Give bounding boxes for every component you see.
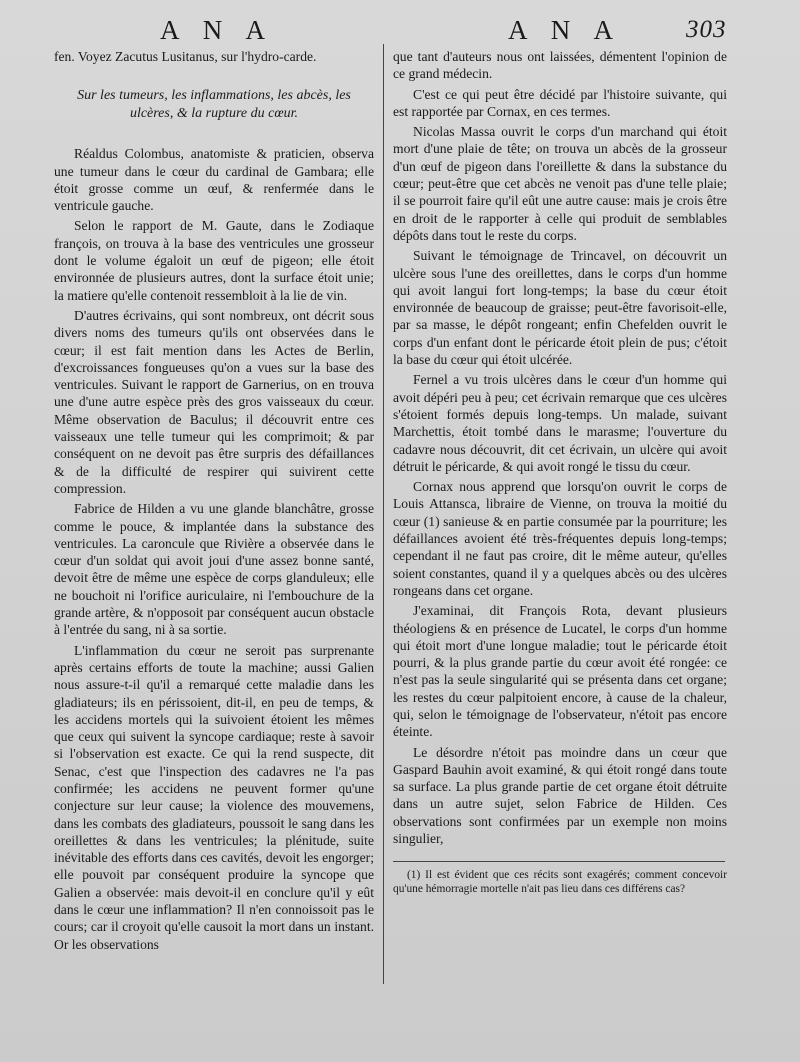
paragraph: L'inflammation du cœur ne seroit pas surprenante après certains efforts de toute la machine; aussi Galien nous assure-t-il qu'il a remarqué cette maladie dans les gladiateurs; ils en périssoient, dit-il, en peu de temps, & les accidens mortels qui la suivoient étoient les mêmes que ceux qui suivent la syncope cardiaque; reste à savoir si l'observation est exacte. Ce qui la rend suspecte, dit Senac, c'est que l'inspection des cadavres ne l'a pas confirmée; les accidens ne peuvent former qu'une conjecture sur leur cause; la violence des mouvemens, dans les combats des gladiateurs, poussoit le sang dans les oreillettes & dans les ventricules; la plénitude, suite inévitable des efforts dans ces cavités, devoit les engorger; elle pouvoit par conséquent produire la syncope que Galien a observée: mais devoit-il en conclure qu'il y eût dans le cœur une inflammation? Il n'en connoissoit pas le cours; car il croyoit qu'elle causoit la mort dans un instant. Or les observations xyxy=(54,642,374,952)
right-column xyxy=(393,48,727,896)
paragraph: Fabrice de Hilden a vu une glande blanchâtre, grosse comme le pouce, & implantée dans la substance des ventricules. La caroncule que Rivière a observée dans le cœur d'un soldat qui avoit joui d'une assez bonne santé, devoit être de même une espèce de corps glanduleux; elle ne bouchoit ni l'orifice auriculaire, ni l'embouchure de la grande artère, & n'opposoit par conséquent aucun obstacle à l'entrée du sang, ni à sa sortie. xyxy=(54,501,374,638)
footnote-rule xyxy=(393,861,725,862)
footnote: (1) Il est évident que ces récits sont exagérés; comment concevoir qu'une hémorragie mortelle n'ait pas lieu dans ces différens cas? xyxy=(393,869,727,896)
running-head-left: A N A xyxy=(160,15,275,45)
running-head xyxy=(0,12,800,48)
paragraph: C'est ce qui peut être décidé par l'histoire suivante, qui est rapportée par Cornax, en ces termes. xyxy=(393,86,727,119)
paragraph: Cornax nous apprend que lorsqu'on ouvrit le corps de Louis Attansca, libraire de Vienne, on trouva la moitié du cœur (1) sanieuse & en partie consumée par la pourriture; les défaillances avoient été très-fréquentes depuis long-temps; cependant il ne faut pas croire, dit le même auteur, qu'elles soient constantes, quand il y a quelques abcès ou des ulcères rongeans dans cet organe. xyxy=(393,479,727,598)
continued-text: fen. Voyez Zacutus Lusitanus, sur l'hydro-carde. xyxy=(54,49,317,64)
paragraph: Réaldus Colombus, anatomiste & praticien, observa une tumeur dans le cœur du cardinal de Gambara; elle étoit grosse comme un œuf, & renfermée dans le ventricule gauche. xyxy=(54,146,374,214)
paragraph: que tant d'auteurs nous ont laissées, démentent l'opinion de ce grand médecin. xyxy=(393,49,727,82)
column-divider xyxy=(383,44,384,984)
section-heading: Sur les tumeurs, les inflammations, les abcès, les ulcères, & la rupture du cœur. xyxy=(77,88,351,122)
paragraph: Suivant le témoignage de Trincavel, on découvrit un ulcère sous l'une des oreillettes, dans le corps d'un homme qui avoit langui fort long-temps; la base du cœur étoit environnée de beaucoup de graisse; peut-être favorisoit-elle, par sa masse, le dépôt rongeant; enfin Chefelden ouvrit le corps d'un enfant dont le péricarde étoit plein de pus; c'étoit la base du cœur qui étoit ulcérée. xyxy=(393,248,727,368)
left-column xyxy=(54,48,374,956)
paragraph: D'autres écrivains, qui sont nombreux, ont décrit sous divers noms des tumeurs qu'ils ont observées dans le cœur; il est fait mention dans les Actes de Berlin, d'excroissances fongueuses qu'on a vues sur la base des ventricules. Suivant le rapport de Garnerius, on en trouva une d'une autre espèce près des gros vaisseaux du cœur. Même observation de Baculus; il découvrit entre ces vaisseaux une telle tumeur qui les comprimoit; & par conséquent on ne devoit pas être surpris des défaillances & de la difficulté de respirer qui suivirent cette compression. xyxy=(54,307,374,496)
paragraph: J'examinai, dit François Rota, devant plusieurs théologiens & en présence de Lucatel, le corps d'un homme qui étoit mort d'une longue maladie; tout le péricarde étoit pourri, & la plus grande partie du cœur avoit été rongée: ce n'est pas la seule singularité qui se présenta dans cet organe; les restes du cœur palpitoient encore, à cause de la chaleur, qui, selon le témoignage de l'observateur, n'étoit pas encore éteinte. xyxy=(393,603,727,740)
paragraph: Nicolas Massa ouvrit le corps d'un marchand qui étoit mort d'une plaie de tête; on trouva un abcès de la grosseur d'un œuf de pigeon dans l'oreillette & dans la substance du cœur; peut-être que cet abcès ne venoit pas d'une telle plaie; il se pourroit faire qu'il eût une autre cause: mais je crois être en droit de le rapporter à celle qui produit de semblables dépôts dans tout le reste du corps. xyxy=(393,124,727,243)
running-head-right: A N A xyxy=(508,15,623,45)
paragraph: Fernel a vu trois ulcères dans le cœur d'un homme qui avoit dépéri peu à peu; cet écrivain remarque que ces ulcères s'étoient formés depuis long-temps. Un malade, suivant Marchettis, étoit tombé dans le marasme; l'ouverture du cadavre nous découvrit, dit cet écrivain, un ulcère qui avoit détruit le péricarde, & qui avoit rongé le tissu du cœur. xyxy=(393,372,727,474)
paragraph: Selon le rapport de M. Gaute, dans le Zodiaque françois, on trouva à la base des ventricules une grosseur dont le volume égaloit un œuf de pigeon; elle étoit environnée de plusieurs autres, dont la surface étoit unie; la matiere qu'elle contenoit ressembloit à la lie de vin. xyxy=(54,218,374,303)
page-number: 303 xyxy=(686,16,727,43)
paragraph: Le désordre n'étoit pas moindre dans un cœur que Gaspard Bauhin avoit examiné, & qui étoit rongé dans toute sa surface. La plus grande partie de cet organe étoit détruite dans un autre sujet, selon Fabrice de Hilden. Ces observations sont confirmées par un exemple non moins singulier, xyxy=(393,744,727,847)
